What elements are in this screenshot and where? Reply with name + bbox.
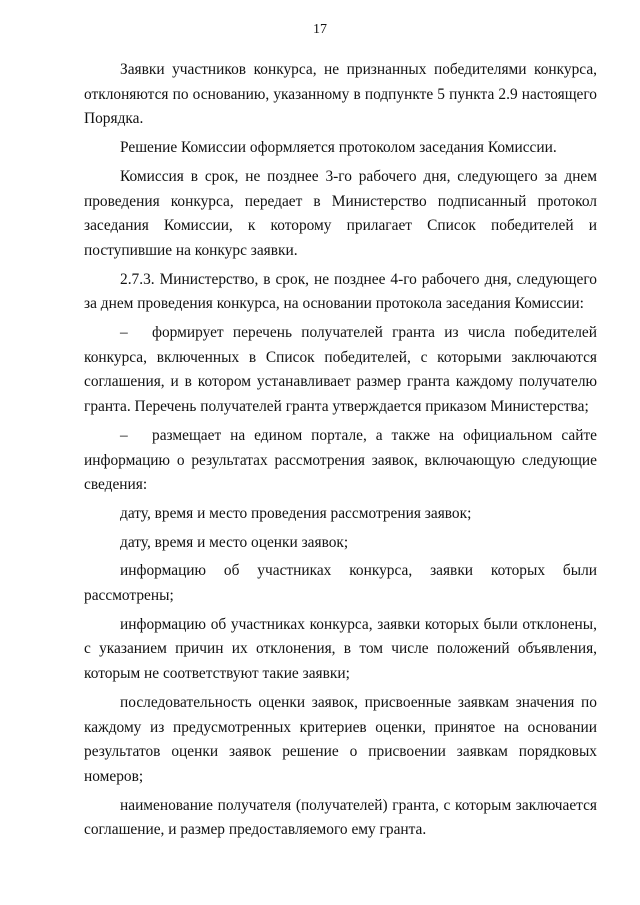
list-item-text: размещает на едином портале, а также на официальном сайте информацию о результатах рассмотрения заявок, включающую следующие сведения: <box>84 426 597 494</box>
paragraph: дату, время и место проведения рассмотрения заявок; <box>120 504 472 522</box>
page-number: 17 <box>313 22 327 37</box>
paragraph: Комиссия в срок, не позднее 3-го рабочего дня, следующего за днем проведения конкурса, передает в Министерство подписанный протокол заседания Комиссии, к которому прилагает Список победителей и поступившие на конкурс заявки. <box>84 167 597 259</box>
paragraph: дату, время и место оценки заявок; <box>120 533 349 551</box>
list-item-text: формирует перечень получателей гранта из числа победителей конкурса, включенных в Список победителей, с которыми заключаются соглашения, и в котором устанавливает размер гранта каждому получателю гранта. Перечень получателей гранта утверждается приказом Министерства; <box>84 324 597 416</box>
paragraph: Решение Комиссии оформляется протоколом заседания Комиссии. <box>120 139 557 157</box>
dash-marker: – <box>120 426 128 444</box>
paragraph: информацию об участниках конкурса, заявки которых были отклонены, с указанием причин их отклонения, в том числе положений объявления, которым не соответствуют такие заявки; <box>84 615 597 683</box>
document-body <box>84 58 597 847</box>
paragraph: Заявки участников конкурса, не признанных победителями конкурса, отклоняются по основанию, указанному в подпункте 5 пункта 2.9 настоящего Порядка. <box>84 61 597 128</box>
dash-marker: – <box>120 324 128 342</box>
list-item <box>84 424 597 498</box>
paragraph: 2.7.3. Министерство, в срок, не позднее 4-го рабочего дня, следующего за днем проведения конкурса, на основании протокола заседания Комиссии: <box>84 270 597 313</box>
paragraph: наименование получателя (получателей) гранта, с которым заключается соглашение, и размер предоставляемого ему гранта. <box>84 796 597 839</box>
paragraph: информацию об участниках конкурса, заявки которых были рассмотрены; <box>84 562 597 605</box>
paragraph: последовательность оценки заявок, присвоенные заявкам значения по каждому из предусмотренных критериев оценки, принятое на основании результатов оценки заявок решение о присвоении заявкам порядковых номеров; <box>84 693 597 785</box>
list-item <box>84 321 597 420</box>
